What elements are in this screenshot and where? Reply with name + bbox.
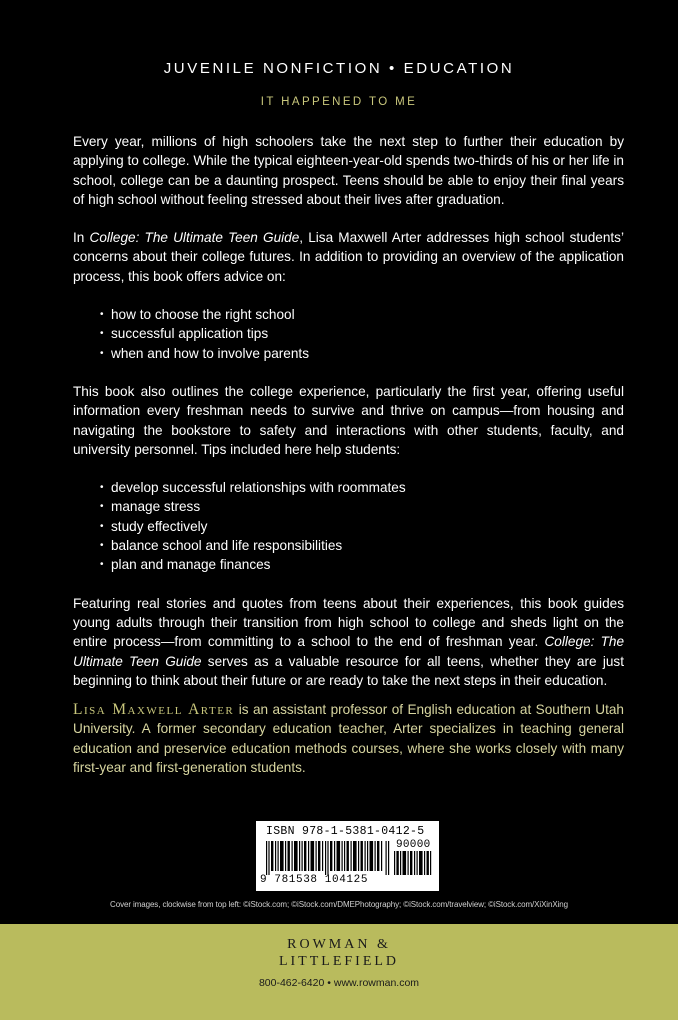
description-body bbox=[73, 132, 624, 777]
publisher-website: www.rowman.com bbox=[333, 977, 420, 989]
publisher-phone: 800-462-6420 bbox=[258, 977, 325, 989]
summary-text-start: Featuring real stories and quotes from teens about their experiences, this book guides young adults through their transition from high school to college and sheds light on the entire process—from committing to a school to the end of freshman year. bbox=[73, 595, 624, 650]
publisher-contact bbox=[0, 977, 678, 989]
book-title: College: The Ultimate Teen Guide bbox=[73, 634, 624, 669]
publisher-name-line-2: LITTLEFIELD bbox=[278, 954, 400, 969]
tips-list bbox=[73, 478, 624, 574]
list-item: • study effectively bbox=[100, 517, 624, 536]
addon-number: 90000 bbox=[396, 839, 431, 851]
addon-bars bbox=[394, 851, 432, 875]
isbn-barcode bbox=[256, 821, 439, 891]
image-credits: Cover images, clockwise from top left: ©iStock.com; ©iStock.com/DMEPhotography; ©iStock.com/travelview; ©iStock.com/XiXinXing bbox=[110, 900, 568, 909]
overview-text-end: , Lisa Maxwell Arter addresses high school students’ concerns about their college futures. In addition to providing an overview of the application process, this book offers advice on: bbox=[73, 230, 624, 284]
list-item: • develop successful relationships with roommates bbox=[100, 478, 624, 497]
list-item: • successful application tips bbox=[100, 324, 624, 343]
author-bio-text: is an assistant professor of English education at Southern Utah University. A former secondary education teacher, Arter specializes in teaching general education and preservice education methods courses, where she works closely with many first-year and first-generation students. bbox=[73, 702, 624, 776]
publisher-name-line-1: ROWMAN & bbox=[287, 937, 391, 952]
list-item: • balance school and life responsibilities bbox=[100, 536, 624, 555]
experience-paragraph: This book also outlines the college experience, particularly the first year, offering useful information every freshman needs to survive and thrive on campus—from housing and navigating the bookstore to safety and interactions with other students, faculty, and university personnel. Tips included here help students: bbox=[73, 383, 624, 457]
author-name: Lisa Maxwell Arter bbox=[73, 701, 235, 719]
author-bio bbox=[73, 700, 624, 777]
publisher-footer bbox=[0, 924, 678, 1020]
list-item: • manage stress bbox=[100, 497, 624, 516]
isbn-number: ISBN 978-1-5381-0412-5 bbox=[266, 825, 425, 838]
overview-paragraph bbox=[73, 228, 624, 286]
separator-dot: • bbox=[327, 977, 331, 989]
list-item: • plan and manage finances bbox=[100, 555, 624, 574]
overview-text-start: In bbox=[73, 230, 90, 246]
list-item: • when and how to involve parents bbox=[100, 344, 624, 363]
summary-text-end: serves as a valuable resource for all teens, whether they are just beginning to think about their future or are ready to take the next steps in their education. bbox=[73, 653, 625, 688]
series-name: IT HAPPENED TO ME bbox=[260, 96, 418, 108]
book-title: College: The Ultimate Teen Guide bbox=[89, 230, 300, 246]
summary-paragraph bbox=[73, 594, 624, 690]
list-item: • how to choose the right school bbox=[100, 305, 624, 324]
intro-paragraph: Every year, millions of high schoolers take the next step to further their education by applying to college. While the typical eighteen-year-old spends two-thirds of his or her life in school, college can be a daunting prospect. Teens should be able to enjoy their final years of high school without feeling stressed about their lives after graduation. bbox=[73, 134, 624, 207]
ean-number: 9 781538 104125 bbox=[260, 874, 369, 886]
barcode-bars bbox=[266, 841, 390, 875]
advice-list bbox=[73, 305, 624, 363]
category-heading: JUVENILE NONFICTION • EDUCATION bbox=[163, 60, 515, 77]
